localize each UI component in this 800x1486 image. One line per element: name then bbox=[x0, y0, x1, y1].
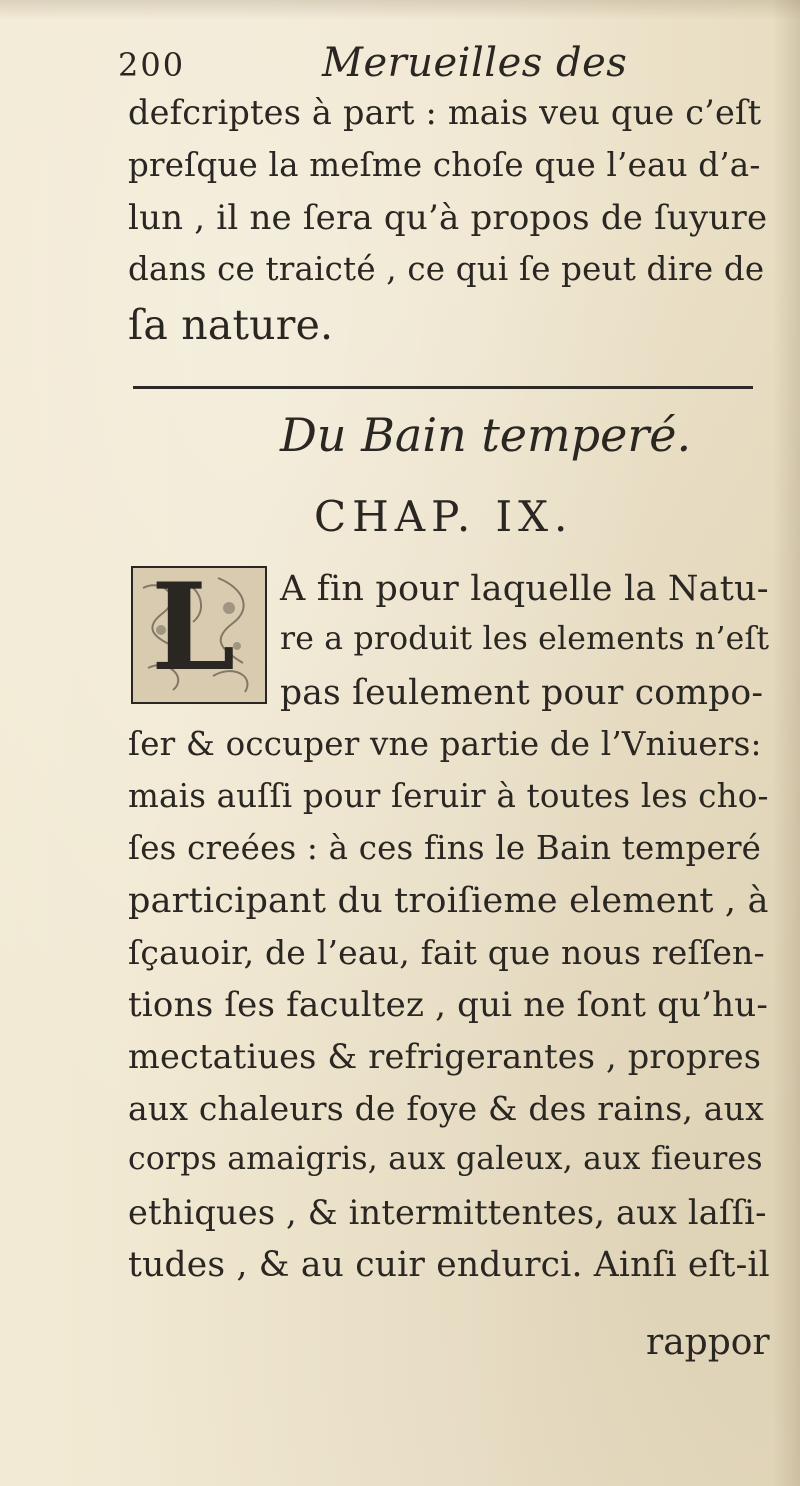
chapter-number: CHAP. IX. bbox=[314, 492, 574, 541]
body-line: mais auſſi pour ſeruir à toutes les cho- bbox=[128, 777, 769, 815]
intro-line: lun , il ne ſera qu’à propos de ſuyure bbox=[128, 198, 768, 238]
page-number: 200 bbox=[118, 46, 186, 84]
body-line: ſes creées : à ces fins le Bain temperé bbox=[128, 829, 762, 867]
ornamental-initial-icon bbox=[131, 566, 267, 704]
body-line: participant du troiſieme element , à bbox=[128, 881, 769, 921]
body-line: pas ſeulement pour compo- bbox=[280, 673, 764, 713]
top-shadow bbox=[0, 0, 800, 20]
section-divider-rule bbox=[133, 386, 753, 389]
body-line: aux chaleurs de foye & des rains, aux bbox=[128, 1089, 764, 1128]
intro-line: dans ce traicté , ce qui ſe peut dire de bbox=[128, 250, 765, 288]
body-line: corps amaigris, aux galeux, aux fieures bbox=[128, 1141, 763, 1177]
page-edge-shadow bbox=[772, 0, 800, 1486]
running-title: Merueilles des bbox=[322, 40, 628, 86]
body-line: ſer & occuper vne partie de l’Vniuers: bbox=[128, 725, 762, 763]
drop-cap-letter: L bbox=[151, 566, 236, 698]
running-head bbox=[110, 34, 760, 94]
body-line: tions ſes facultez , qui ne ſont qu’hu- bbox=[128, 985, 769, 1025]
body-line: ſçauoir, de l’eau, fait que nous reſſen- bbox=[128, 933, 765, 972]
intro-line: ſa nature. bbox=[128, 301, 334, 349]
body-line: A fin pour laquelle la Natu- bbox=[280, 569, 769, 609]
chapter-title: Du Bain temperé. bbox=[280, 408, 692, 462]
body-line: tudes , & au cuir endurci. Ainſi eſt-il bbox=[128, 1245, 770, 1285]
body-line: re a produit les elements n’eſt bbox=[280, 621, 770, 657]
intro-line: defcriptes à part : mais veu que c’eſt bbox=[128, 93, 762, 132]
body-line: ethiques , & intermittentes, aux laſſi- bbox=[128, 1193, 767, 1232]
intro-line: preſque la meſme choſe que l’eau d’a- bbox=[128, 146, 761, 184]
body-line: mectatiues & refrigerantes , propres bbox=[128, 1037, 762, 1076]
catchword: rappor bbox=[646, 1322, 770, 1363]
